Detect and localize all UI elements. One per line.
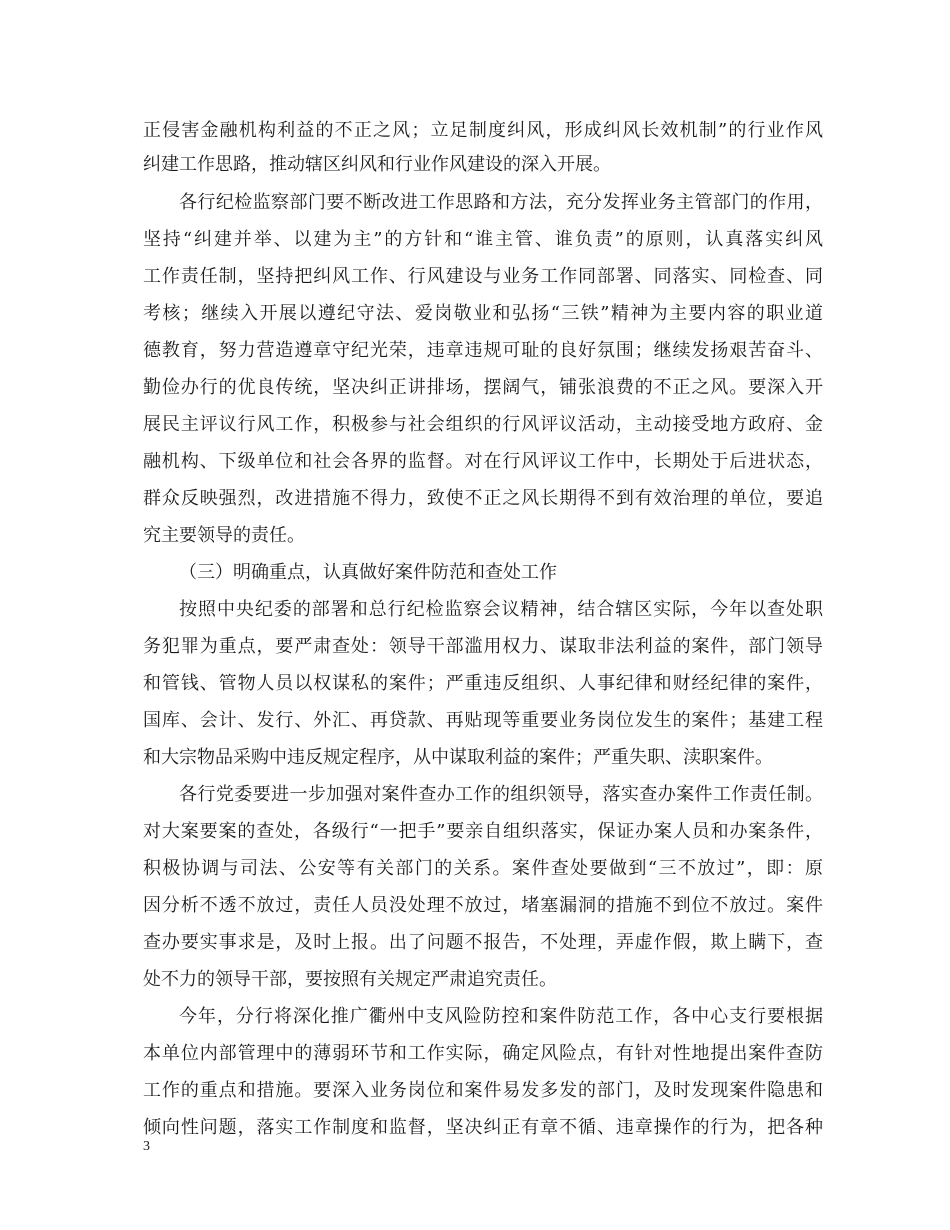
text-line: 群众反映强烈，改进措施不得力，致使不正之风长期得不到有效治理的单位，要追: [143, 488, 823, 509]
text-line: 处不力的领导干部，要按照有关规定严肃追究责任。: [143, 969, 557, 990]
text-line: 融机构、下级单位和社会各界的监督。对在行风评议工作中，长期处于后进状态，: [143, 451, 823, 472]
text-line: 按照中央纪委的部署和总行纪检监察会议精神，结合辖区实际，今年以查处职: [179, 599, 823, 620]
text-line: 积极协调与司法、公安等有关部门的关系。案件查处要做到“三不放过”，即：原: [143, 858, 823, 879]
text-line: 对大案要案的查处，各级行“一把手”要亲自组织落实，保证办案人员和办案条件，: [143, 821, 823, 842]
text-line: 工作的重点和措施。要深入业务岗位和案件易发多发的部门，及时发现案件隐患和: [143, 1080, 823, 1101]
text-line: 正侵害金融机构利益的不正之风；立足制度纠风，形成纠风长效机制”的行业作风: [143, 120, 823, 141]
text-line: 国库、会计、发行、外汇、再贷款、再贴现等重要业务岗位发生的案件；基建工程: [143, 710, 823, 731]
page-number: 3: [143, 1139, 150, 1154]
text-line: 因分析不透不放过，责任人员没处理不放过，堵塞漏洞的措施不到位不放过。案件: [143, 895, 823, 916]
text-line: 工作责任制，坚持把纠风工作、行风建设与业务工作同部署、同落实、同检查、同: [143, 266, 823, 287]
text-line: 各行党委要进一步加强对案件查办工作的组织领导，落实查办案件工作责任制。: [179, 784, 823, 805]
text-line: 务犯罪为重点，要严肃查处：领导干部滥用权力、谋取非法利益的案件，部门领导: [143, 636, 823, 657]
text-line: 坚持“纠建并举、以建为主”的方针和“谁主管、谁负责”的原则，认真落实纠风: [143, 229, 823, 250]
text-line: 展民主评议行风工作，积极参与社会组织的行风评议活动，主动接受地方政府、金: [143, 414, 823, 435]
text-line: 倾向性问题，落实工作制度和监督，坚决纠正有章不循、违章操作的行为，把各种: [143, 1117, 823, 1138]
text-line: 和管钱、管物人员以权谋私的案件；严重违反组织、人事纪律和财经纪律的案件，: [143, 673, 823, 694]
text-line: 查办要实事求是，及时上报。出了问题不报告，不处理，弄虚作假，欺上瞒下，查: [143, 932, 823, 953]
text-line: 纠建工作思路，推动辖区纠风和行业作风建设的深入开展。: [143, 154, 611, 175]
text-line: 各行纪检监察部门要不断改进工作思路和方法，充分发挥业务主管部门的作用，: [179, 192, 823, 213]
text-line: 今年，分行将深化推广衢州中支风险防控和案件防范工作，各中心支行要根据: [179, 1006, 823, 1027]
text-line: 勤俭办行的优良传统，坚决纠正讲排场，摆阔气，铺张浪费的不正之风。要深入开: [143, 377, 823, 398]
text-line: 德教育，努力营造遵章守纪光荣，违章违规可耻的良好氛围；继续发扬艰苦奋斗、: [143, 340, 823, 361]
text-line: 和大宗物品采购中违反规定程序，从中谋取利益的案件；严重失职、渎职案件。: [143, 747, 773, 768]
text-line: 究主要领导的责任。: [143, 525, 305, 546]
text-line: 本单位内部管理中的薄弱环节和工作实际，确定风险点，有针对性地提出案件查防: [143, 1043, 823, 1064]
text-line: 考核；继续入开展以遵纪守法、爱岗敬业和弘扬“三铁”精神为主要内容的职业道: [143, 303, 823, 324]
section-heading: （三）明确重点，认真做好案件防范和查处工作: [179, 562, 557, 583]
